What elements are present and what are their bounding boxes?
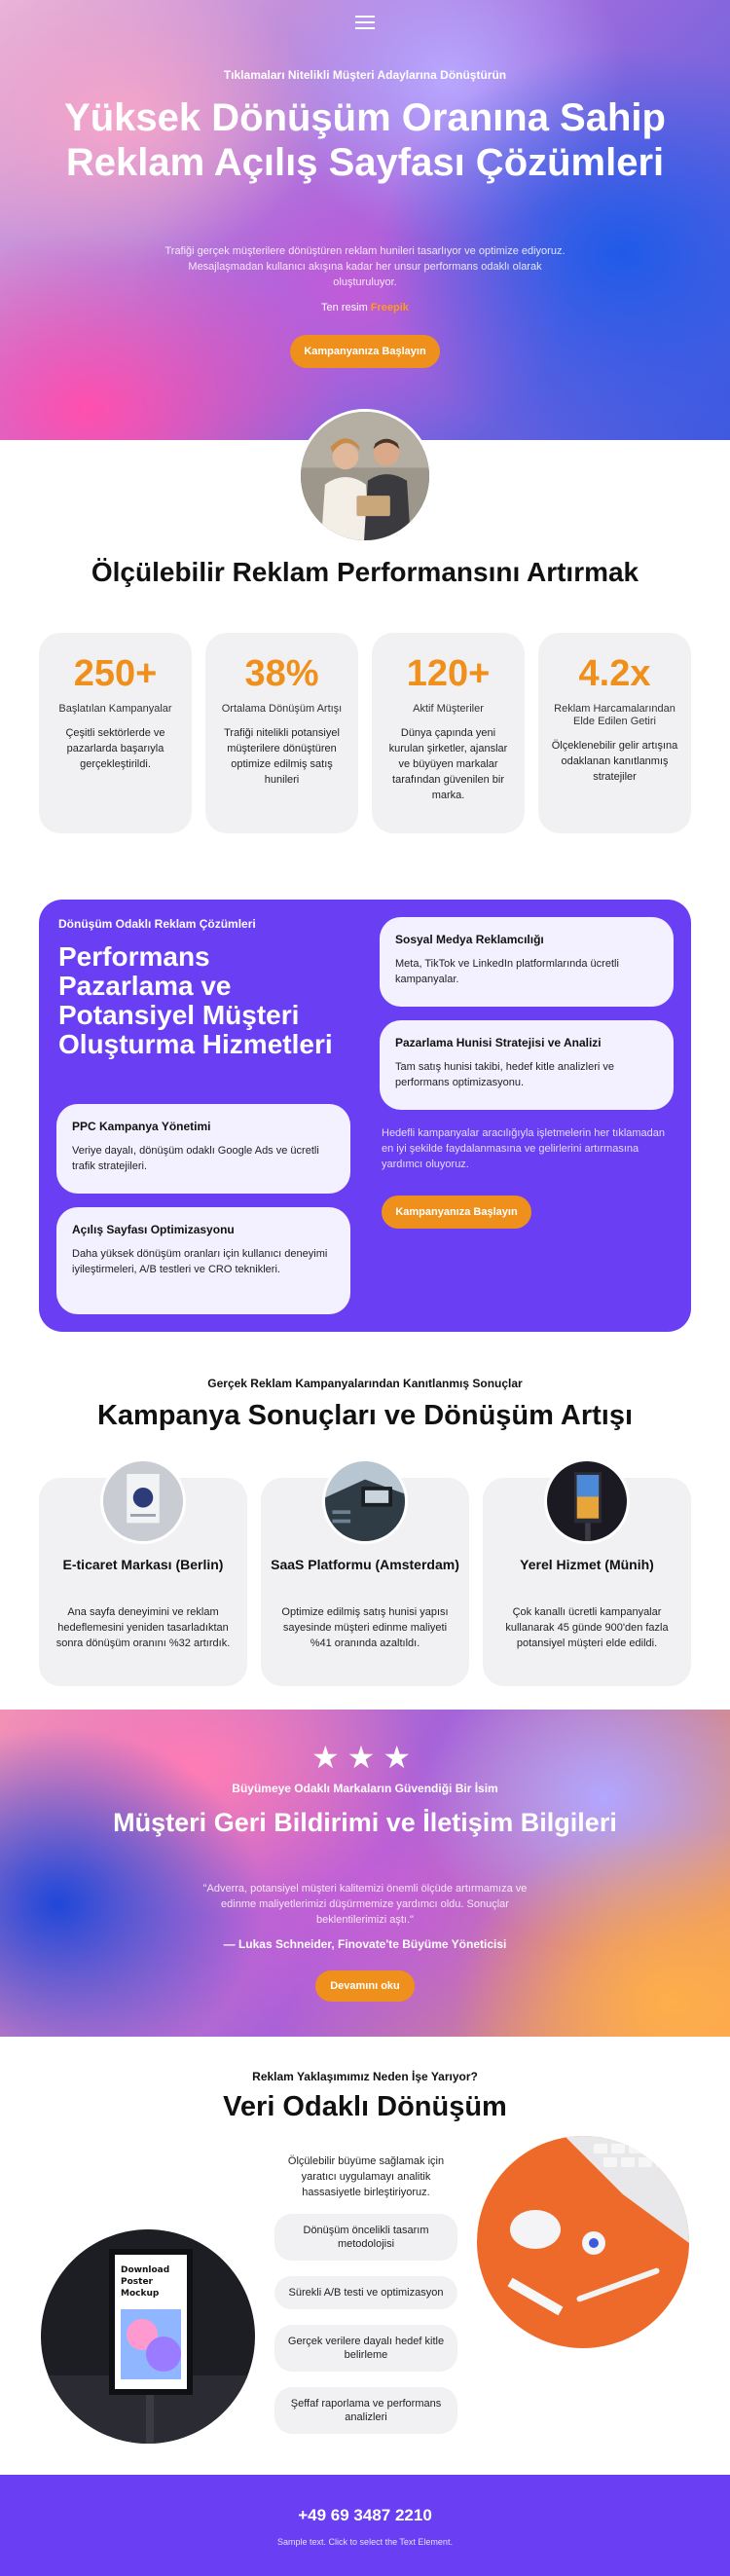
result-name: E-ticaret Markası (Berlin) (62, 1557, 224, 1572)
results-eyebrow: Gerçek Reklam Kampanyalarından Kanıtlanmış Sonuçlar (207, 1377, 523, 1390)
footer (0, 2475, 730, 2576)
service-card-desc: Tam satış hunisi takibi, hedef kitle analizleri ve performans optimizasyonu. (395, 1061, 614, 1088)
services-cta-button[interactable]: Kampanyanıza Başlayın (382, 1196, 531, 1229)
poster-mockup-illustration (41, 2229, 255, 2444)
services-section (39, 900, 691, 1332)
stat-value: 4.2x (578, 653, 651, 694)
hero-eyebrow: Tıklamaları Nitelikli Müşteri Adaylarına Dönüştürün (223, 68, 507, 82)
service-card-ppc (56, 1104, 350, 1194)
rating-stars-icon: ★★★ (310, 1740, 420, 1775)
result-desc: Ana sayfa deneyimini ve reklam hedeflemesini yeniden tasarladıktan sonra dönüşüm oranını %32 artırdık. (55, 1606, 231, 1649)
why-pill: Dönüşüm öncelikli tasarım metodolojisi (274, 2214, 457, 2261)
poster-line-1: Download (121, 2265, 170, 2275)
result-name: SaaS Platformu (Amsterdam) (271, 1557, 459, 1572)
team-photo-illustration (301, 412, 429, 540)
billboard-building-icon (325, 1461, 405, 1541)
result-thumb (544, 1458, 630, 1544)
stat-card (538, 633, 691, 833)
poster-image-icon (103, 1461, 183, 1541)
credit-prefix: Ten resim (321, 302, 368, 313)
stat-card (39, 633, 192, 833)
why-pill: Şeffaf raporlama ve performans analizleri (274, 2387, 457, 2434)
stat-label: Ortalama Dönüşüm Artışı (221, 703, 343, 715)
stats-grid (39, 633, 691, 833)
stat-desc: Ölçeklenebilir gelir artışına odaklanan kanıtlanmış stratejiler (551, 740, 678, 783)
stat-desc: Trafiği nitelikli potansiyel müşterilere dönüştüren optimize edilmiş satış hunileri (224, 727, 340, 786)
stats-title: Ölçülebilir Reklam Performansını Artırmak (91, 557, 639, 587)
result-name: Yerel Hizmet (Münih) (520, 1557, 654, 1572)
service-card-desc: Meta, TikTok ve LinkedIn platformlarında ücretli kampanyalar. (395, 958, 619, 985)
why-lead: Ölçülebilir büyüme sağlamak için yaratıcı uygulamayı analitik hassasiyetle birleştiriyoruz. (287, 2155, 445, 2198)
stat-card (372, 633, 525, 833)
stat-value: 250+ (73, 653, 158, 694)
hero-title: Yüksek Dönüşüm Oranına Sahip Reklam Açılış Sayfası Çözümleri (64, 96, 666, 184)
service-card-desc: Veriye dayalı, dönüşüm odaklı Google Ads ve ücretli trafik stratejileri. (72, 1145, 319, 1172)
testimonial-section (0, 1710, 730, 2037)
testimonial-author: — Lukas Schneider, Finovate'te Büyüme Yöneticisi (223, 1937, 507, 1951)
result-thumb (100, 1458, 186, 1544)
stat-desc: Dünya çapında yeni kurulan şirketler, ajanslar ve büyüyen markalar tarafından güvenilen bir marka. (388, 727, 508, 801)
services-tag: Dönüşüm Odaklı Reklam Çözümleri (58, 917, 256, 931)
desk-items-illustration (477, 2136, 689, 2348)
service-card-desc: Daha yüksek dönüşüm oranları için kullanıcı deneyimi iyileştirmeleri, A/B testleri ve CRO teknikleri. (72, 1248, 328, 1275)
stat-value: 120+ (406, 653, 491, 694)
service-card-social (380, 917, 674, 1007)
result-desc: Optimize edilmiş satış hunisi yapısı sayesinde müşteri edinme maliyeti %41 oranında azaltıldı. (281, 1606, 449, 1649)
stat-desc: Çeşitli sektörlerde ve pazarlarda başarıyla gerçekleştirildi. (65, 727, 165, 770)
poster-line-3: Mockup (121, 2289, 160, 2299)
hero-cta-button[interactable]: Kampanyanıza Başlayın (290, 335, 440, 368)
result-card-ecommerce (39, 1478, 247, 1686)
hamburger-menu-icon[interactable] (355, 16, 375, 29)
stat-label: Başlatılan Kampanyalar (58, 703, 172, 715)
why-eyebrow: Reklam Yaklaşımımız Neden İşe Yarıyor? (252, 2070, 478, 2083)
why-pill: Gerçek verilere dayalı hedef kitle belirleme (274, 2325, 457, 2372)
hero-lead: Trafiği gerçek müşterilere dönüştüren reklam hunileri tasarlıyor ve optimize ediyoruz. Mesajlaşmadan kullanıcı akışına kadar her unsur performans odaklı olarak oluşturuluyor. (164, 245, 566, 288)
why-title: Veri Odaklı Dönüşüm (223, 2091, 507, 2122)
testimonial-eyebrow: Büyümeye Odaklı Markaların Güvendiği Bir İsim (232, 1782, 498, 1795)
why-pill: Sürekli A/B testi ve optimizasyon (274, 2276, 457, 2309)
poster-line-2: Poster (121, 2277, 153, 2287)
footer-note: Sample text. Click to select the Text Element. (277, 2537, 453, 2547)
results-title: Kampanya Sonuçları ve Dönüşüm Artışı (96, 1400, 634, 1431)
stat-label: Aktif Müşteriler (413, 703, 484, 715)
stat-value: 38% (244, 653, 319, 694)
credit-link[interactable]: Freepik (370, 302, 409, 313)
service-card-title: Sosyal Medya Reklamcılığı (395, 933, 544, 946)
result-thumb (322, 1458, 408, 1544)
poster-mockup-photo (41, 2229, 255, 2444)
desk-items-photo (477, 2136, 689, 2348)
image-credit (0, 302, 730, 313)
service-card-funnel (380, 1020, 674, 1110)
service-card-landing (56, 1207, 350, 1314)
testimonial-title: Müşteri Geri Bildirimi ve İletişim Bilgileri (113, 1808, 617, 1837)
service-card-title: Pazarlama Hunisi Stratejisi ve Analizi (395, 1036, 602, 1049)
result-card-local (483, 1478, 691, 1686)
service-card-title: Açılış Sayfası Optimizasyonu (72, 1223, 235, 1236)
team-photo (298, 409, 432, 543)
result-desc: Çok kanallı ücretli kampanyalar kullanarak 45 günde 900'den fazla potansiyel müşteri elde edildi. (505, 1606, 669, 1649)
footer-phone[interactable]: +49 69 3487 2210 (298, 2506, 432, 2524)
read-more-button[interactable]: Devamını oku (315, 1970, 415, 2002)
services-side-text: Hedefli kampanyalar aracılığıyla işletmelerin her tıklamadan en iyi şekilde faydalanmasına ve gelirlerini artırmasına yardımcı oluyoruz. (382, 1127, 666, 1170)
testimonial-quote: "Adverra, potansiyel müşteri kalitemizi önemli ölçüde artırmamıza ve edinme maliyetlerimizi düşürmemize yardımcı oldu. Sonuçlar beklentilerimizi aştı." (202, 1883, 528, 1926)
hero-section (0, 0, 730, 440)
service-card-title: PPC Kampanya Yönetimi (72, 1120, 211, 1133)
services-title: Performans Pazarlama ve Potansiyel Müşteri Oluşturma Hizmetleri (58, 941, 333, 1059)
stat-card (205, 633, 358, 833)
street-poster-icon (547, 1461, 627, 1541)
result-card-saas (261, 1478, 469, 1686)
stat-label: Reklam Harcamalarından Elde Edilen Getiri (554, 703, 675, 727)
